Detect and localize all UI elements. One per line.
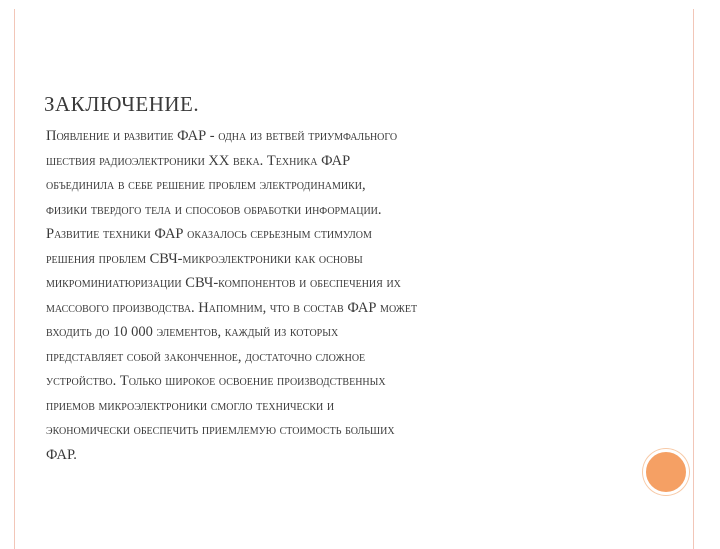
accent-circle-icon (643, 449, 689, 495)
slide-title: ЗАКЛЮЧЕНИЕ. (44, 92, 200, 116)
body-line: приемов микроэлектроники смогло технически и (46, 397, 335, 414)
body-line: входить до 10 000 элементов, каждый из которых (46, 324, 339, 340)
body-line: микроминиатюризации СВЧ-компонентов и обеспечения их (46, 275, 401, 291)
body-line: шествия радиоэлектроники XX века. Техника ФАР (46, 152, 351, 169)
body-line: решения проблем СВЧ-микроэлектроники как основы (46, 250, 363, 267)
body-line: устройство. Только широкое освоение производственных (46, 373, 386, 389)
body-line: представляет собой законченное, достаточно сложное (46, 348, 366, 365)
slide-body (46, 124, 636, 467)
body-line: массового производства. Напомним, что в состав ФАР может (46, 299, 418, 316)
body-line: Развитие техники ФАР оказалось серьезным стимулом (46, 226, 372, 242)
body-line: физики твердого тела и способов обработки информации. (46, 201, 382, 218)
body-line: Появление и развитие ФАР - одна из ветвей триумфального (46, 128, 398, 144)
body-line: объединила в себе решение проблем электродинамики, (46, 177, 366, 193)
body-line: экономически обеспечить приемлемую стоимость больших (46, 422, 395, 438)
body-line: ФАР. (46, 446, 77, 463)
